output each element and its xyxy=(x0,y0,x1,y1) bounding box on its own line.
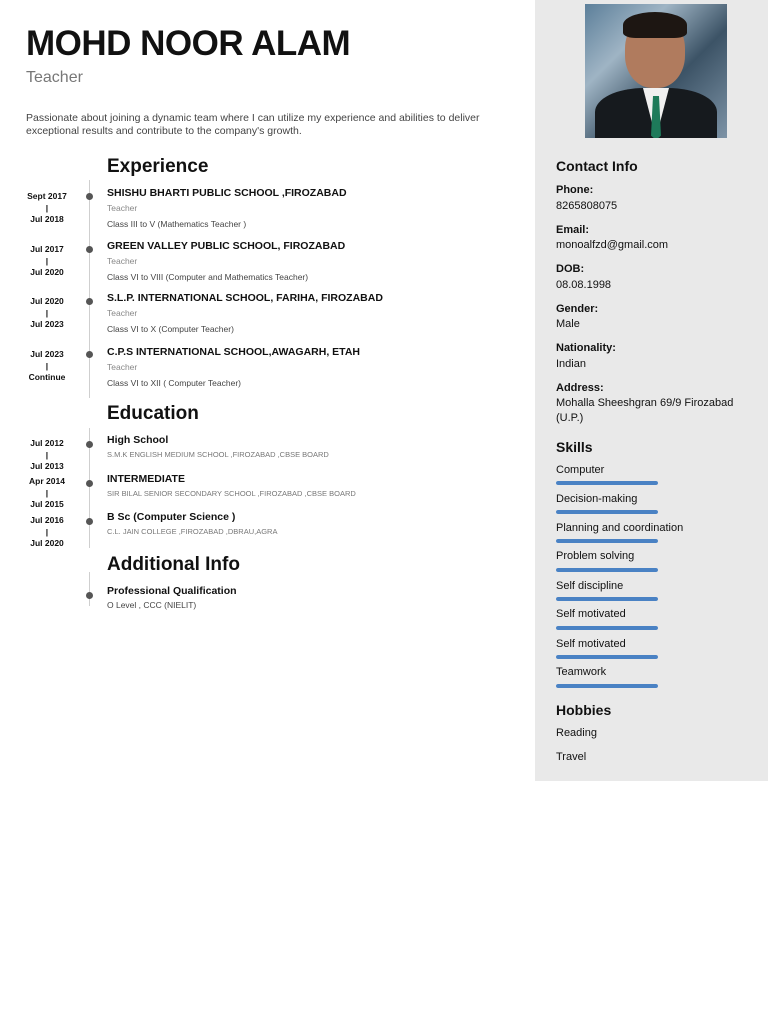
education-entry xyxy=(107,472,527,499)
dob-label: DOB: xyxy=(556,263,585,275)
hobby-item: Travel xyxy=(556,751,587,763)
gender-label: Gender: xyxy=(556,303,599,315)
education-date-range xyxy=(18,515,76,550)
photo-hair xyxy=(623,12,687,38)
timeline-dot xyxy=(86,298,93,305)
experience-role: Teacher xyxy=(107,256,138,266)
experience-entry xyxy=(107,291,527,335)
experience-org: SHISHU BHARTI PUBLIC SCHOOL ,FIROZABAD xyxy=(107,187,347,199)
phone-value: 8265808075 xyxy=(556,200,618,212)
date-to: Jul 2020 xyxy=(30,538,64,548)
nationality-label: Nationality: xyxy=(556,342,616,354)
date-from: Apr 2014 xyxy=(29,476,65,486)
experience-heading: Experience xyxy=(107,156,209,177)
date-to: Jul 2015 xyxy=(30,499,64,509)
skill-bar-fill xyxy=(556,481,658,485)
education-degree: B Sc (Computer Science ) xyxy=(107,511,236,523)
address-label: Address: xyxy=(556,382,604,394)
date-separator: | xyxy=(45,449,49,460)
skill-bar xyxy=(556,684,658,688)
education-heading: Education xyxy=(107,403,199,424)
date-from: Sept 2017 xyxy=(27,191,67,201)
experience-org: GREEN VALLEY PUBLIC SCHOOL, FIROZABAD xyxy=(107,240,346,252)
timeline-dot xyxy=(86,351,93,358)
hobbies-heading: Hobbies xyxy=(556,702,612,718)
education-school: C.L. JAIN COLLEGE ,FIROZABAD ,DBRAU,AGRA xyxy=(107,527,278,536)
date-separator: | xyxy=(45,360,49,371)
timeline-dot xyxy=(86,518,93,525)
skill-bar-fill xyxy=(556,510,658,514)
date-separator: | xyxy=(45,202,49,213)
experience-date-range xyxy=(18,244,76,279)
skill-name: Teamwork xyxy=(556,666,607,678)
experience-detail: Class VI to VIII (Computer and Mathematics Teacher) xyxy=(107,272,309,282)
experience-date-range xyxy=(18,296,76,331)
address-value: Mohalla Sheeshgran 69/9 Firozabad (U.P.) xyxy=(556,397,734,424)
date-separator: | xyxy=(45,255,49,266)
skill-bar-fill xyxy=(556,539,658,543)
experience-date-range xyxy=(18,349,76,384)
skill-bar-fill xyxy=(556,626,658,630)
experience-detail: Class VI to X (Computer Teacher) xyxy=(107,324,234,334)
experience-entry xyxy=(107,186,527,230)
skill-bar-fill xyxy=(556,568,658,572)
timeline-dot xyxy=(86,592,93,599)
experience-role: Teacher xyxy=(107,362,138,372)
timeline-dot xyxy=(86,480,93,487)
additional-heading: Professional Qualification xyxy=(107,585,237,597)
date-to: Jul 2018 xyxy=(30,214,64,224)
date-separator: | xyxy=(45,307,49,318)
date-from: Jul 2023 xyxy=(30,349,64,359)
profile-summary: Passionate about joining a dynamic team where I can utilize my experience and abilities to deliver exceptional results and contribute to the company's growth. xyxy=(26,112,480,137)
skill-bar xyxy=(556,481,658,485)
education-degree: High School xyxy=(107,434,169,446)
skill-name: Planning and coordination xyxy=(556,522,684,534)
email-value[interactable]: monoalfzd@gmail.com xyxy=(556,239,669,251)
education-school: SIR BILAL SENIOR SECONDARY SCHOOL ,FIROZABAD ,CBSE BOARD xyxy=(107,489,356,498)
skills-heading: Skills xyxy=(556,439,593,455)
timeline-dot xyxy=(86,193,93,200)
date-from: Jul 2017 xyxy=(30,244,64,254)
date-from: Jul 2020 xyxy=(30,296,64,306)
skill-name: Problem solving xyxy=(556,550,635,562)
education-date-range xyxy=(18,438,76,473)
skill-name: Computer xyxy=(556,464,605,476)
dob-value: 08.08.1998 xyxy=(556,279,612,291)
timeline-dot xyxy=(86,441,93,448)
experience-detail: Class III to V (Mathematics Teacher ) xyxy=(107,219,247,229)
date-to: Jul 2020 xyxy=(30,267,64,277)
experience-org: C.P.S INTERNATIONAL SCHOOL,AWAGARH, ETAH xyxy=(107,346,360,358)
skill-bar xyxy=(556,568,658,572)
profile-photo xyxy=(585,4,727,138)
contact-info-heading: Contact Info xyxy=(556,158,638,174)
education-entry xyxy=(107,510,527,537)
experience-date-range xyxy=(18,191,76,226)
experience-entry xyxy=(107,345,527,389)
date-separator: | xyxy=(45,526,49,537)
additional-timeline xyxy=(89,572,90,606)
date-to: Jul 2023 xyxy=(30,319,64,329)
education-school: S.M.K ENGLISH MEDIUM SCHOOL ,FIROZABAD ,CBSE BOARD xyxy=(107,450,329,459)
skill-name: Self motivated xyxy=(556,608,626,620)
experience-detail: Class VI to XII ( Computer Teacher) xyxy=(107,378,242,388)
date-to: Continue xyxy=(28,372,66,382)
experience-org: S.L.P. INTERNATIONAL SCHOOL, FARIHA, FIROZABAD xyxy=(107,292,383,304)
skill-bar xyxy=(556,655,658,659)
date-from: Jul 2016 xyxy=(30,515,64,525)
skill-name: Decision-making xyxy=(556,493,638,505)
skill-bar xyxy=(556,539,658,543)
experience-role: Teacher xyxy=(107,203,138,213)
candidate-name: MOHD NOOR ALAM xyxy=(26,24,351,63)
date-from: Jul 2012 xyxy=(30,438,64,448)
candidate-role: Teacher xyxy=(26,69,83,86)
experience-timeline xyxy=(89,180,90,398)
education-date-range xyxy=(18,476,76,511)
education-entry xyxy=(107,433,527,460)
skill-bar xyxy=(556,597,658,601)
additional-detail: O Level , CCC (NIELIT) xyxy=(107,600,197,610)
additional-info-heading: Additional Info xyxy=(107,554,240,575)
date-to: Jul 2013 xyxy=(30,461,64,471)
additional-entry xyxy=(107,584,527,611)
phone-label: Phone: xyxy=(556,184,594,196)
hobby-item: Reading xyxy=(556,727,597,739)
date-separator: | xyxy=(45,487,49,498)
skill-bar xyxy=(556,626,658,630)
email-label: Email: xyxy=(556,224,590,236)
nationality-value: Indian xyxy=(556,358,586,370)
skill-name: Self motivated xyxy=(556,638,626,650)
skill-bar xyxy=(556,510,658,514)
skill-bar-fill xyxy=(556,597,658,601)
skill-bar-fill xyxy=(556,684,658,688)
experience-entry xyxy=(107,239,527,283)
education-degree: INTERMEDIATE xyxy=(107,473,185,485)
experience-role: Teacher xyxy=(107,308,138,318)
skill-bar-fill xyxy=(556,655,658,659)
gender-value: Male xyxy=(556,318,580,330)
skill-name: Self discipline xyxy=(556,580,624,592)
timeline-dot xyxy=(86,246,93,253)
